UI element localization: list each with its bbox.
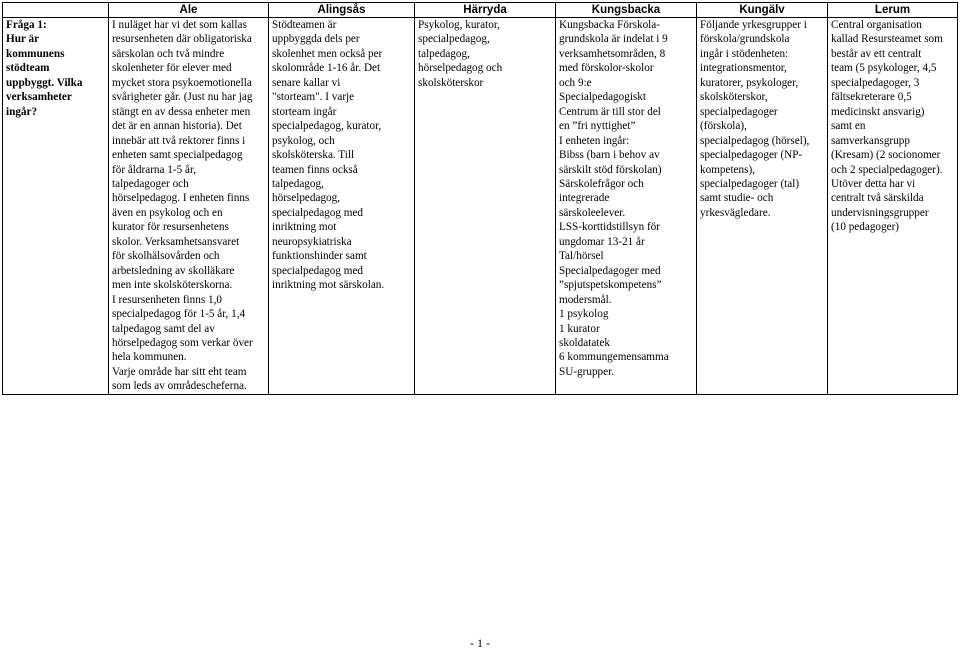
header-lerum: Lerum <box>828 3 958 18</box>
text-line: funktionshinder samt <box>272 250 367 263</box>
text-line: Varje område har sitt eht team <box>112 365 247 378</box>
text-line: särskilt stöd förskolan) <box>559 163 662 176</box>
text-line: består av ett centralt <box>831 47 922 60</box>
text-line: integrationsmentor, <box>700 62 787 75</box>
text-line: skolenheter för elever med <box>112 62 232 75</box>
text-line: skolor. Verksamhetsansvaret <box>112 235 240 248</box>
text-line: stödteam <box>6 62 50 75</box>
page-number: - 1 - <box>470 636 490 650</box>
text-line: uppbyggda dels per <box>272 33 360 46</box>
text-line: arbetsledning av skolläkare <box>112 264 235 277</box>
text-line: Följande yrkesgrupper i <box>700 19 807 31</box>
text-line: inriktning mot <box>272 221 337 234</box>
text-line: resursenheten där obligatoriska <box>112 33 252 46</box>
header-harryda: Härryda <box>415 3 556 18</box>
text-line: fältsekreterare 0,5 <box>831 91 912 104</box>
text-line: kommunens <box>6 47 65 60</box>
text-line: LSS-korttidstillsyn för <box>559 221 661 234</box>
text-line: kurator för resursenhetens <box>112 221 229 234</box>
text-line: specialpedagoger (tal) <box>700 177 800 190</box>
text-line: kompetens), <box>700 163 755 176</box>
text-line: med förskolor-skolor <box>559 62 654 75</box>
text-line: innebär att två rektorer finns i <box>112 134 246 147</box>
text-line: svårigheter går. (Just nu har jag <box>112 91 253 104</box>
header-kungsbacka: Kungsbacka <box>556 3 697 18</box>
text-line: Utöver detta har vi <box>831 177 916 190</box>
text-line: ”spjutspetskompetens” <box>559 279 662 292</box>
text-line: centralt två särskilda <box>831 192 924 205</box>
text-line: Fråga 1: <box>6 19 47 31</box>
text-line: ingår i stödenheten: <box>700 47 789 60</box>
text-line: verksamheter <box>6 91 72 104</box>
text-line: det är en annan historia). Det <box>112 120 242 133</box>
text-line: en ”fri nyttighet” <box>559 120 636 133</box>
text-line: talpedagog, <box>418 47 470 60</box>
text-line: skolsköterska. Till <box>272 149 355 162</box>
text-line: särskoleelever. <box>559 206 626 219</box>
text-line: enheten samt specialpedagog <box>112 149 243 162</box>
text-line: Psykolog, kurator, <box>418 19 500 31</box>
text-line: specialpedagog med <box>272 264 364 277</box>
text-line: förskola/grundskola <box>700 33 790 46</box>
text-line: samverkansgrupp <box>831 134 910 147</box>
text-line: specialpedagog med <box>272 206 364 219</box>
text-line: specialpedagog, <box>418 33 490 46</box>
text-line: teamen finns också <box>272 163 358 176</box>
municipality-support-table <box>2 2 958 395</box>
text-line: integrerade <box>559 192 610 205</box>
text-line: hörselpedagog, <box>272 192 341 205</box>
cell-kungsbacka <box>556 18 697 395</box>
text-line: 6 kommungemensamma <box>559 351 669 364</box>
text-line: hörselpedagog som verkar över <box>112 336 253 349</box>
text-line: hörselpedagog och <box>418 62 503 75</box>
text-line: Särskolefrågor och <box>559 177 644 190</box>
text-line: modersmål. <box>559 293 612 306</box>
text-line: Bibss (barn i behov av <box>559 149 660 162</box>
text-line: skolsköterskor, <box>700 91 768 104</box>
header-ale: Ale <box>109 3 269 18</box>
text-line: (10 pedagoger) <box>831 221 900 234</box>
text-line: även en psykolog och en <box>112 206 223 219</box>
text-line: team (5 psykologer, 4,5 <box>831 62 937 75</box>
text-line: 1 psykolog <box>559 308 609 321</box>
text-line: ingår? <box>6 105 38 118</box>
text-line: men inte skolsköterskorna. <box>112 279 233 292</box>
text-line: Centrum är till stor del <box>559 105 661 118</box>
text-line: SU-grupper. <box>559 365 614 378</box>
text-line: som leds av områdescheferna. <box>112 380 247 393</box>
text-line: mycket stora psykoemotionella <box>112 76 252 89</box>
text-line: storteam ingår <box>272 105 337 118</box>
text-line: och 9:e <box>559 76 592 89</box>
text-line: yrkesvägledare. <box>700 206 771 219</box>
text-line: skolområde 1-16 år. Det <box>272 62 381 75</box>
text-line: specialpedagoger, 3 <box>831 76 920 89</box>
cell-harryda <box>415 18 556 395</box>
text-line: kallad Resursteamet som <box>831 33 943 46</box>
text-line: Stödteamen är <box>272 19 337 31</box>
text-line: medicinskt ansvarig) <box>831 105 925 118</box>
header-corner <box>3 3 109 18</box>
text-line: för åldrarna 1-5 år, <box>112 163 197 176</box>
text-line: 1 kurator <box>559 322 600 335</box>
cell-lerum <box>828 18 958 395</box>
text-line: Specialpedagoger med <box>559 264 661 277</box>
cell-kungalv <box>697 18 828 395</box>
text-line: Central organisation <box>831 19 922 31</box>
text-line: uppbyggt. Vilka <box>6 76 83 89</box>
text-line: talpedagoger och <box>112 177 189 190</box>
text-line: psykolog, och <box>272 134 335 147</box>
text-line: skolenhet men också per <box>272 47 383 60</box>
text-line: (förskola), <box>700 120 747 133</box>
text-line: kuratorer, psykologer, <box>700 76 799 89</box>
text-line: I enheten ingår: <box>559 134 630 147</box>
text-line: hörselpedagog. I enheten finns <box>112 192 250 205</box>
cell-alingsas <box>269 18 415 395</box>
text-line: och 2 specialpedagoger). <box>831 163 943 176</box>
text-line: Specialpedagogiskt <box>559 91 646 104</box>
text-line: neuropsykiatriska <box>272 235 352 248</box>
text-line: Tal/hörsel <box>559 250 604 263</box>
text-line: undervisningsgrupper <box>831 206 929 219</box>
text-line: specialpedagoger (NP- <box>700 149 803 162</box>
cell-ale <box>109 18 269 395</box>
text-line: stängt en av dessa enheter men <box>112 105 251 118</box>
text-line: samt en <box>831 120 866 133</box>
question-row <box>3 18 958 395</box>
text-line: (Kresam) (2 socionomer <box>831 149 941 162</box>
text-line: I resursenheten finns 1,0 <box>112 293 222 306</box>
text-line: skolsköterskor <box>418 76 484 89</box>
text-line: specialpedagog (hörsel), <box>700 134 810 147</box>
text-line: grundskola är indelat i 9 <box>559 33 668 46</box>
text-line: senare kallar vi <box>272 76 341 89</box>
text-line: verksamhetsområden, 8 <box>559 47 666 60</box>
text-line: ungdomar 13-21 år <box>559 235 645 248</box>
text-line: specialpedagoger <box>700 105 778 118</box>
text-line: för skolhälsovården och <box>112 250 220 263</box>
text-line: Kungsbacka Förskola- <box>559 19 660 31</box>
text-line: "storteam". I varje <box>272 91 355 104</box>
header-alingsas: Alingsås <box>269 3 415 18</box>
text-line: Hur är <box>6 33 40 46</box>
header-kungalv: Kungälv <box>697 3 828 18</box>
text-line: skoldatatek <box>559 336 610 349</box>
text-line: specialpedagog för 1-5 år, 1,4 <box>112 308 246 321</box>
text-line: samt studie- och <box>700 192 774 205</box>
text-line: hela kommunen. <box>112 351 187 364</box>
question-cell <box>3 18 109 395</box>
text-line: särskolan och två mindre <box>112 47 225 60</box>
header-row <box>3 3 958 18</box>
text-line: specialpedagog, kurator, <box>272 120 382 133</box>
text-line: inriktning mot särskolan. <box>272 279 385 292</box>
text-line: talpedagog, <box>272 177 324 190</box>
text-line: I nuläget har vi det som kallas <box>112 19 247 31</box>
text-line: talpedagog samt del av <box>112 322 215 335</box>
